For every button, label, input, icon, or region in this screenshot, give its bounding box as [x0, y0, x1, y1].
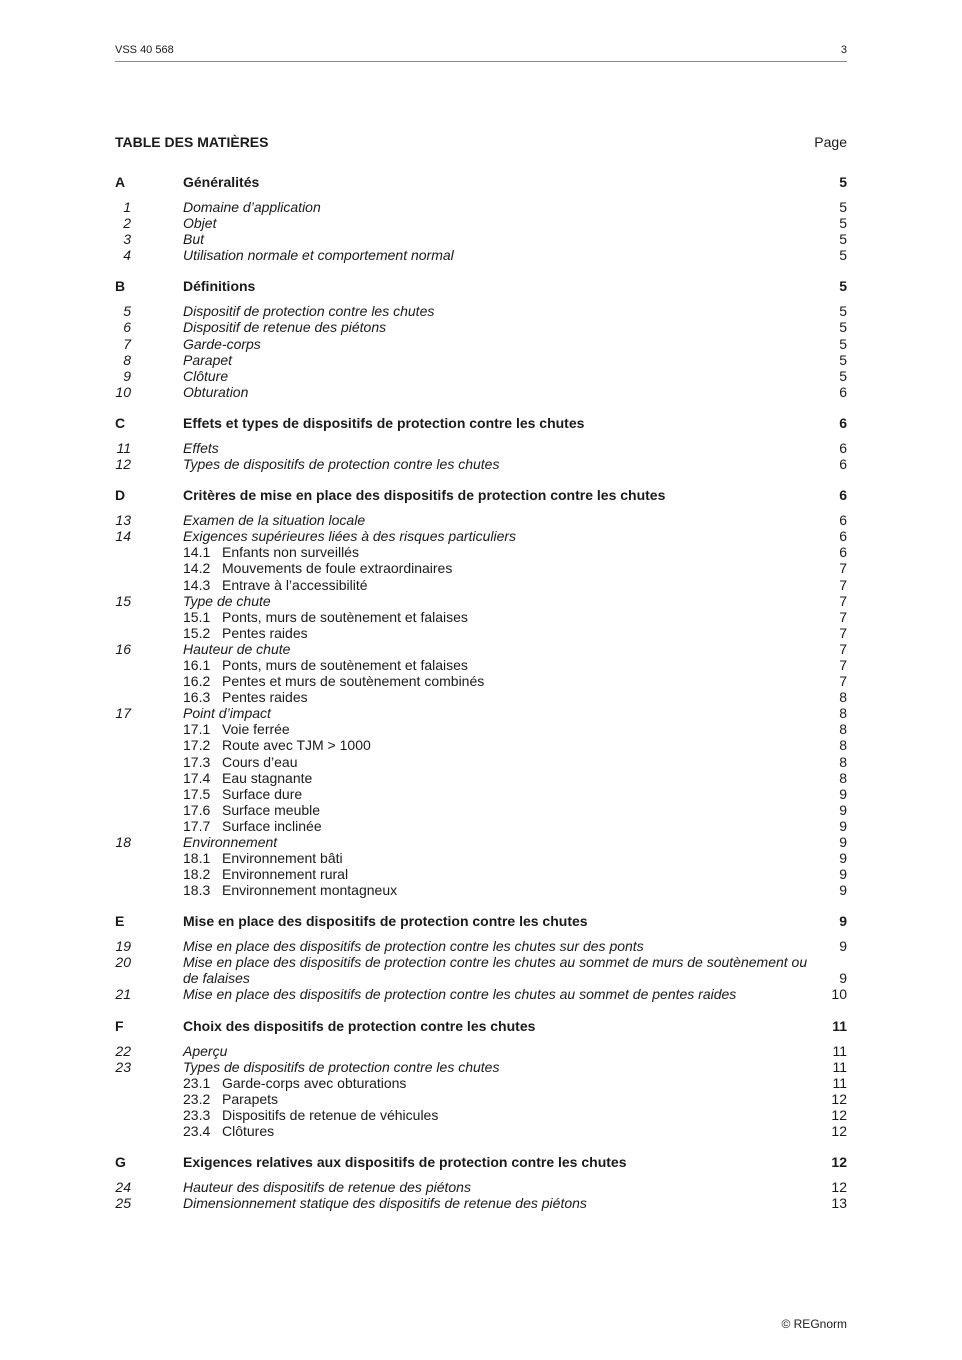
toc-subitem-row[interactable]	[115, 544, 847, 560]
item-page: 6	[839, 512, 847, 529]
subitem-number: 23.2	[183, 1090, 211, 1107]
item-page: 9	[839, 882, 847, 899]
page-header	[115, 44, 847, 56]
toc-subitem-row[interactable]	[115, 850, 847, 866]
item-title: But	[183, 231, 205, 248]
toc-item-row[interactable]	[115, 231, 847, 247]
toc-section-row[interactable]	[115, 415, 847, 440]
item-number: 5	[123, 303, 131, 320]
subitem-title: Garde-corps avec obturations	[222, 1074, 407, 1091]
item-number: 2	[123, 215, 131, 232]
section-letter: D	[115, 487, 126, 504]
section-title: Effets et types de dispositifs de protection contre les chutes	[183, 414, 585, 431]
item-title: Environnement	[183, 834, 278, 850]
item-number: 15	[115, 592, 131, 609]
subitem-entry	[183, 866, 823, 882]
toc-item-row[interactable]	[115, 938, 847, 954]
item-page: 9	[839, 938, 847, 955]
section-letter: G	[115, 1154, 126, 1171]
toc-item-row[interactable]	[115, 954, 847, 986]
subitem-title: Entrave à l’accessibilité	[222, 576, 368, 593]
subitem-number: 15.1	[183, 608, 211, 625]
subitem-title: Dispositifs de retenue de véhicules	[222, 1106, 439, 1123]
section-title: Critères de mise en place des dispositifs de protection contre les chutes	[183, 487, 666, 504]
item-title: Dispositif de retenue des piétons	[183, 319, 387, 336]
section-letter: B	[115, 278, 126, 295]
page-number: 3	[840, 44, 847, 56]
item-number: 7	[123, 335, 131, 352]
subitem-number: 17.6	[183, 801, 211, 818]
item-page: 5	[839, 303, 847, 320]
item-page: 7	[839, 624, 847, 641]
toc-subitem-row[interactable]	[115, 625, 847, 641]
subitem-entry	[183, 577, 823, 593]
item-page: 8	[839, 753, 847, 770]
toc-subitem-row[interactable]	[115, 770, 847, 786]
document-id: VSS 40 568	[115, 44, 174, 56]
toc-item-row[interactable]	[115, 384, 847, 400]
toc-item-row[interactable]	[115, 319, 847, 335]
section-title: Généralités	[183, 174, 260, 190]
section-page: 5	[839, 174, 847, 190]
subitem-title: Enfants non surveillés	[222, 544, 359, 561]
section-gap	[115, 898, 847, 913]
subitem-title: Parapets	[222, 1090, 279, 1107]
subitem-entry	[183, 737, 823, 753]
subitem-number: 23.1	[183, 1074, 211, 1091]
subitem-number: 14.1	[183, 544, 211, 561]
subitem-title: Environnement rural	[222, 866, 349, 883]
toc-item-row[interactable]	[115, 336, 847, 352]
item-page: 12	[831, 1106, 847, 1123]
item-page: 7	[839, 560, 847, 577]
subitem-entry	[183, 657, 823, 673]
section-page: 5	[839, 278, 847, 295]
section-gap	[115, 1139, 847, 1154]
item-page: 8	[839, 705, 847, 722]
toc-subitem-row[interactable]	[115, 689, 847, 705]
subitem-entry	[183, 786, 823, 802]
toc-item-row[interactable]	[115, 456, 847, 472]
toc-heading	[115, 134, 847, 150]
item-page: 11	[832, 1042, 847, 1059]
subitem-number: 23.3	[183, 1106, 211, 1123]
subitem-entry	[183, 850, 823, 866]
subitem-entry	[183, 1075, 823, 1091]
toc-subitem-row[interactable]	[115, 1123, 847, 1139]
subitem-title: Clôtures	[222, 1123, 275, 1140]
section-letter: A	[115, 174, 126, 190]
toc-subitem-row[interactable]	[115, 560, 847, 576]
item-title: Mise en place des dispositifs de protection contre les chutes au sommet de murs de soutènement ou de falaises	[183, 954, 808, 987]
item-page: 11	[832, 1058, 847, 1075]
item-page: 5	[839, 215, 847, 232]
section-page: 11	[832, 1017, 847, 1034]
item-number: 24	[115, 1179, 131, 1196]
toc-subitem-row[interactable]	[115, 786, 847, 802]
toc-subitem-row[interactable]	[115, 1107, 847, 1123]
item-page: 10	[831, 986, 847, 1003]
item-page: 6	[839, 439, 847, 456]
toc-item-row[interactable]	[115, 352, 847, 368]
copyright-footer: © REGnorm	[781, 1317, 847, 1331]
item-title: Dispositif de protection contre les chutes	[183, 303, 435, 320]
item-number: 23	[115, 1058, 131, 1075]
toc-item-row[interactable]	[115, 199, 847, 215]
item-page: 9	[839, 834, 847, 850]
toc-subitem-row[interactable]	[115, 802, 847, 818]
item-number: 21	[115, 986, 131, 1003]
item-page: 12	[831, 1123, 847, 1140]
subitem-entry	[183, 770, 823, 786]
item-title: Mise en place des dispositifs de protection contre les chutes au sommet de pentes raides	[183, 986, 737, 1003]
subitem-number: 16.1	[183, 656, 211, 673]
subitem-title: Eau stagnante	[222, 769, 313, 786]
item-number: 19	[115, 938, 131, 955]
section-page: 6	[839, 414, 847, 431]
subitem-number: 18.1	[183, 850, 211, 867]
subitem-entry	[183, 882, 823, 898]
toc-item-row[interactable]	[115, 1043, 847, 1059]
item-title: Examen de la situation locale	[183, 512, 366, 529]
subitem-entry	[183, 544, 823, 560]
subitem-entry	[183, 673, 823, 689]
subitem-title: Voie ferrée	[222, 721, 290, 738]
item-page: 5	[839, 199, 847, 215]
subitem-entry	[183, 560, 823, 576]
subitem-entry	[183, 689, 823, 705]
item-page: 5	[839, 231, 847, 248]
item-number: 18	[115, 834, 131, 850]
toc-item-row[interactable]	[115, 1179, 847, 1195]
item-number: 25	[115, 1195, 131, 1212]
item-title: Garde-corps	[183, 335, 261, 352]
subitem-number: 14.3	[183, 576, 211, 593]
subitem-number: 17.2	[183, 737, 211, 754]
toc-item-row[interactable]	[115, 1059, 847, 1075]
toc-subitem-row[interactable]	[115, 1075, 847, 1091]
subitem-entry	[183, 1091, 823, 1107]
toc-item-row[interactable]	[115, 986, 847, 1002]
subitem-number: 18.2	[183, 866, 211, 883]
item-page: 6	[839, 544, 847, 561]
item-number: 11	[116, 439, 131, 456]
item-number: 13	[115, 512, 131, 529]
subitem-title: Cours d’eau	[222, 753, 298, 770]
subitem-entry	[183, 754, 823, 770]
toc-subitem-row[interactable]	[115, 657, 847, 673]
item-page: 7	[839, 592, 847, 609]
item-number: 16	[115, 640, 131, 657]
subitem-entry	[183, 609, 823, 625]
item-page: 8	[839, 689, 847, 706]
subitem-number: 18.3	[183, 882, 211, 899]
section-page: 12	[831, 1154, 847, 1171]
toc-page-label: Page	[814, 134, 847, 150]
item-page: 12	[831, 1179, 847, 1196]
toc-item-row[interactable]	[115, 1195, 847, 1211]
subitem-number: 17.3	[183, 753, 211, 770]
item-title: Utilisation normale et comportement normal	[183, 247, 454, 264]
subitem-title: Ponts, murs de soutènement et falaises	[222, 656, 468, 673]
header-divider	[115, 61, 847, 62]
subitem-title: Surface meuble	[222, 801, 321, 818]
item-page: 9	[839, 801, 847, 818]
item-title: Hauteur de chute	[183, 640, 291, 657]
toc-item-row[interactable]	[115, 215, 847, 231]
subitem-title: Surface dure	[222, 785, 303, 802]
section-page: 9	[839, 913, 847, 930]
item-title: Point d’impact	[183, 705, 271, 722]
subitem-number: 17.5	[183, 785, 211, 802]
toc-subitem-row[interactable]	[115, 866, 847, 882]
toc-subitem-row[interactable]	[115, 818, 847, 834]
section-title: Exigences relatives aux dispositifs de protection contre les chutes	[183, 1154, 627, 1171]
item-page: 8	[839, 769, 847, 786]
item-number: 3	[123, 231, 131, 248]
subitem-number: 17.1	[183, 721, 211, 738]
item-page: 9	[839, 970, 847, 987]
toc-section-row[interactable]	[115, 913, 847, 938]
subitem-title: Environnement montagneux	[222, 882, 398, 899]
toc-item-row[interactable]	[115, 528, 847, 544]
section-letter: F	[115, 1017, 124, 1034]
toc-subitem-row[interactable]	[115, 1091, 847, 1107]
item-title: Dimensionnement statique des dispositifs de retenue des piétons	[183, 1195, 587, 1212]
item-page: 9	[839, 850, 847, 867]
toc-item-row[interactable]	[115, 247, 847, 263]
subitem-number: 15.2	[183, 624, 211, 641]
item-number: 4	[123, 247, 131, 264]
subitem-title: Ponts, murs de soutènement et falaises	[222, 608, 468, 625]
item-page: 5	[839, 367, 847, 384]
item-title: Types de dispositifs de protection contre les chutes	[183, 1058, 500, 1075]
toc-subitem-row[interactable]	[115, 673, 847, 689]
item-number: 17	[115, 705, 131, 722]
subitem-number: 16.3	[183, 689, 211, 706]
subitem-entry	[183, 818, 823, 834]
section-title: Choix des dispositifs de protection contre les chutes	[183, 1017, 536, 1034]
item-page: 7	[839, 608, 847, 625]
item-page: 6	[839, 383, 847, 400]
item-number: 12	[115, 456, 131, 473]
section-gap	[115, 263, 847, 278]
toc-section-row[interactable]	[115, 1154, 847, 1179]
item-number: 22	[115, 1042, 131, 1059]
toc-section-row[interactable]	[115, 1018, 847, 1043]
toc-section-row[interactable]	[115, 487, 847, 512]
section-gap	[115, 472, 847, 487]
item-title: Type de chute	[183, 592, 271, 609]
item-page: 5	[839, 351, 847, 368]
item-title: Clôture	[183, 367, 229, 384]
item-number: 10	[115, 383, 131, 400]
item-page: 8	[839, 721, 847, 738]
item-page: 9	[839, 817, 847, 834]
toc-item-row[interactable]	[115, 593, 847, 609]
item-number: 1	[123, 199, 131, 215]
item-title: Aperçu	[183, 1042, 228, 1059]
item-page: 11	[832, 1074, 847, 1091]
item-title: Obturation	[183, 383, 249, 400]
section-title: Définitions	[183, 278, 256, 295]
subitem-number: 14.2	[183, 560, 211, 577]
subitem-number: 17.4	[183, 769, 211, 786]
item-page: 5	[839, 247, 847, 264]
subitem-number: 23.4	[183, 1123, 211, 1140]
subitem-title: Pentes raides	[222, 624, 308, 641]
item-page: 9	[839, 866, 847, 883]
item-number: 9	[123, 367, 131, 384]
toc-item-row[interactable]	[115, 834, 847, 850]
subitem-number: 16.2	[183, 673, 211, 690]
toc-item-row[interactable]	[115, 705, 847, 721]
subitem-title: Route avec TJM > 1000	[222, 737, 371, 754]
subitem-entry	[183, 625, 823, 641]
item-number: 6	[123, 319, 131, 336]
toc-item-row[interactable]	[115, 303, 847, 319]
toc-item-row[interactable]	[115, 512, 847, 528]
subitem-title: Pentes raides	[222, 689, 308, 706]
item-page: 5	[839, 319, 847, 336]
toc-item-row[interactable]	[115, 440, 847, 456]
item-title: Types de dispositifs de protection contre les chutes	[183, 456, 500, 473]
item-title: Exigences supérieures liées à des risques particuliers	[183, 528, 517, 545]
toc-title: TABLE DES MATIÈRES	[115, 134, 269, 150]
section-title: Mise en place des dispositifs de protection contre les chutes	[183, 913, 588, 930]
item-title: Mise en place des dispositifs de protection contre les chutes sur des ponts	[183, 938, 644, 955]
item-title: Domaine d’application	[183, 199, 321, 215]
item-page: 13	[831, 1195, 847, 1212]
item-number: 8	[123, 351, 131, 368]
item-title: Objet	[183, 215, 217, 232]
subitem-title: Environnement bâti	[222, 850, 343, 867]
item-page: 8	[839, 737, 847, 754]
toc-subitem-row[interactable]	[115, 754, 847, 770]
item-number: 20	[115, 954, 131, 971]
item-title: Parapet	[183, 351, 233, 368]
toc-subitem-row[interactable]	[115, 721, 847, 737]
section-gap	[115, 1003, 847, 1018]
subitem-number: 17.7	[183, 817, 211, 834]
toc-subitem-row[interactable]	[115, 609, 847, 625]
section-letter: C	[115, 414, 126, 431]
toc-subitem-row[interactable]	[115, 577, 847, 593]
item-page: 7	[839, 576, 847, 593]
item-page: 12	[831, 1090, 847, 1107]
item-page: 7	[839, 673, 847, 690]
toc-subitem-row[interactable]	[115, 882, 847, 898]
toc-item-row[interactable]	[115, 641, 847, 657]
item-page: 9	[839, 785, 847, 802]
subitem-entry	[183, 1107, 823, 1123]
table-of-contents	[115, 174, 847, 1211]
toc-subitem-row[interactable]	[115, 737, 847, 753]
item-page: 7	[839, 656, 847, 673]
item-page: 6	[839, 456, 847, 473]
item-page: 6	[839, 528, 847, 545]
toc-item-row[interactable]	[115, 368, 847, 384]
section-letter: E	[115, 913, 125, 930]
item-number: 14	[115, 528, 131, 545]
subitem-entry	[183, 802, 823, 818]
subitem-title: Surface inclinée	[222, 817, 322, 834]
item-page: 5	[839, 335, 847, 352]
subitem-title: Pentes et murs de soutènement combinés	[222, 673, 485, 690]
section-gap	[115, 400, 847, 415]
item-page: 7	[839, 640, 847, 657]
subitem-entry	[183, 721, 823, 737]
section-page: 6	[839, 487, 847, 504]
toc-section-row[interactable]	[115, 278, 847, 303]
item-title: Effets	[183, 439, 219, 456]
item-title: Hauteur des dispositifs de retenue des piétons	[183, 1179, 471, 1196]
toc-section-row[interactable]	[115, 174, 847, 199]
subitem-entry	[183, 1123, 823, 1139]
subitem-title: Mouvements de foule extraordinaires	[222, 560, 453, 577]
